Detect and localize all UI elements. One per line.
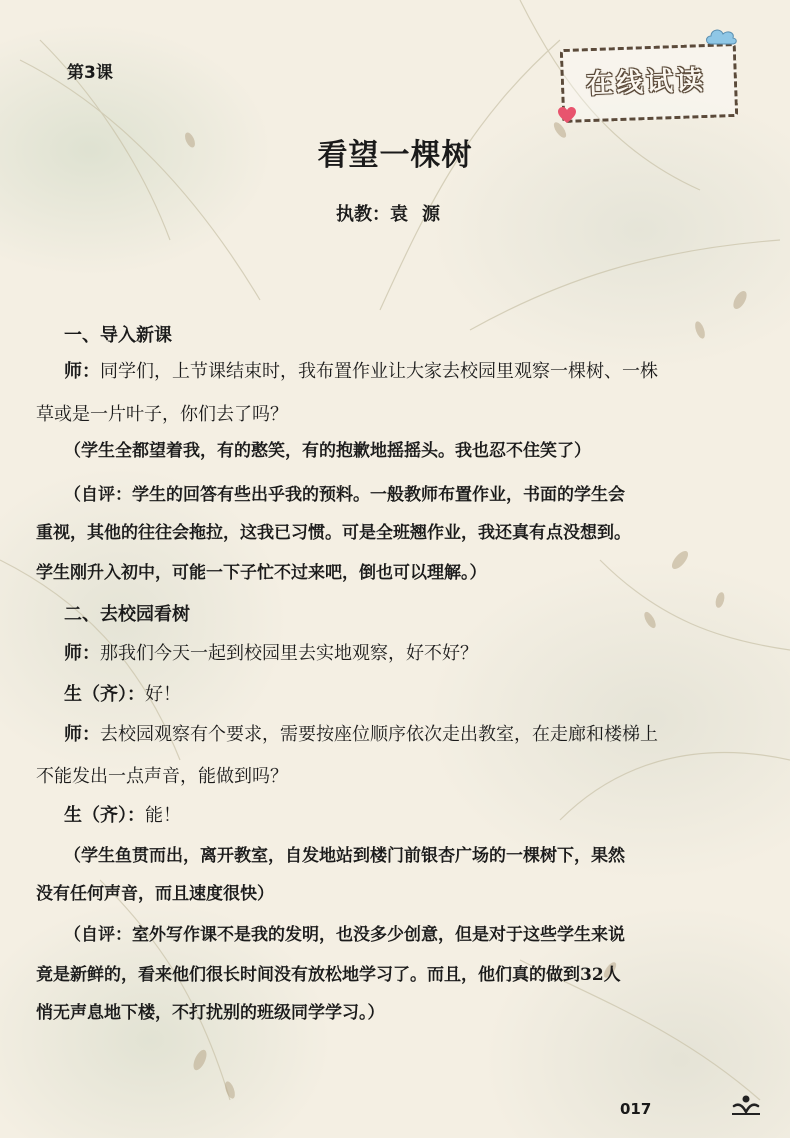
self-review-label: （自评：: [64, 485, 132, 505]
online-preview-stamp: [553, 40, 740, 124]
speaker-label: 生（齐）：: [64, 684, 145, 705]
dialogue-text: 同学们，上节课结束时，我布置作业让大家去校园里观察一棵树、一株: [100, 361, 658, 382]
section-heading: 二、去校园看树: [64, 604, 190, 625]
stage-direction: 没有任何声音，而且速度很快）: [36, 884, 274, 904]
dialogue-line: [64, 720, 768, 746]
heart-icon: [557, 106, 577, 124]
dialogue-text: 好！: [145, 684, 181, 705]
teacher-name: 袁源: [390, 204, 454, 225]
self-review-text: 学生的回答有些出乎我的预料。一般教师布置作业，书面的学生会: [132, 485, 625, 505]
dialogue-text: 不能发出一点声音，能做到吗？: [36, 766, 288, 787]
self-review-label: （自评：: [64, 925, 132, 945]
speaker-label: 师：: [64, 361, 100, 382]
dialogue-text: 能！: [145, 805, 181, 826]
lesson-title: 看望一棵树: [317, 138, 473, 173]
dialogue-line: [64, 801, 768, 827]
self-review-line: [64, 480, 768, 505]
self-review-text: 重视，其他的往往会拖拉，这我已习惯。可是全班翘作业，我还真有点没想到。: [36, 523, 631, 543]
dialogue-line: [64, 680, 768, 706]
dialogue-line: [64, 639, 768, 665]
dialogue-line: [64, 357, 768, 383]
reader-logo-icon: [730, 1094, 762, 1116]
section-heading: 一、导入新课: [64, 325, 172, 346]
cloud-icon: [703, 24, 739, 48]
stamp-text: 在线试读: [585, 64, 707, 101]
teacher-label: 执教：: [336, 204, 390, 225]
page-number: 017: [620, 1100, 652, 1118]
speaker-label: 师：: [64, 643, 100, 664]
dialogue-text: 草或是一片叶子，你们去了吗？: [36, 404, 288, 425]
dialogue-text: 去校园观察有个要求，需要按座位顺序依次走出教室，在走廊和楼梯上: [100, 724, 658, 745]
speaker-label: 生（齐）：: [64, 805, 145, 826]
stage-direction: （学生全都望着我，有的憨笑，有的抱歉地摇摇头。我也忍不住笑了）: [64, 441, 591, 461]
self-review-text: 悄无声息地下楼，不打扰别的班级同学学习。）: [36, 1003, 385, 1023]
self-review-text: 学生刚升入初中，可能一下子忙不过来吧，倒也可以理解。）: [36, 563, 487, 583]
self-review-text: 竟是新鲜的，看来他们很长时间没有放松地学习了。而且，他们真的做到32人: [36, 965, 621, 985]
self-review-text: 室外写作课不是我的发明，也没多少创意，但是对于这些学生来说: [132, 925, 625, 945]
stage-direction: （学生鱼贯而出，离开教室，自发地站到楼门前银杏广场的一棵树下，果然: [64, 846, 625, 866]
speaker-label: 师：: [64, 724, 100, 745]
lesson-number: 第3课: [67, 63, 113, 83]
teacher-line: [0, 200, 790, 226]
dialogue-text: 那我们今天一起到校园里去实地观察，好不好？: [100, 643, 478, 664]
self-review-line: [64, 920, 768, 945]
